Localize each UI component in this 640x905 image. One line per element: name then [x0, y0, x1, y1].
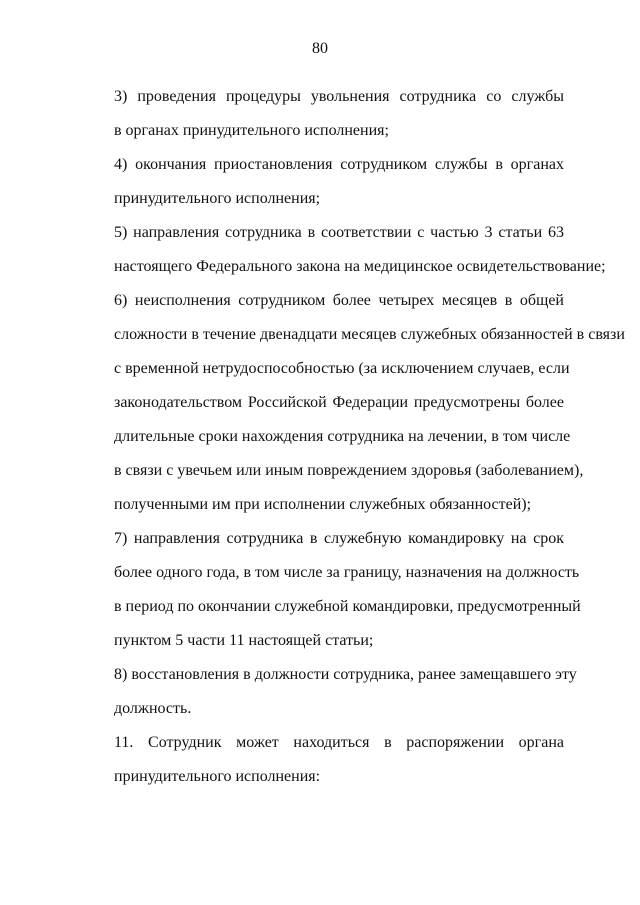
- text-line: полученными им при исполнении служебных обязанностей);: [114, 496, 532, 513]
- paragraph-item-7: [74, 522, 581, 658]
- paragraph-section-11: [74, 726, 564, 794]
- text-line: законодательством Российской Федерации предусмотрены более: [114, 394, 564, 411]
- text-line: длительные сроки нахождения сотрудника на лечении, в том числе: [114, 428, 571, 445]
- text-line: 8) восстановления в должности сотрудника, ранее замещавшего эту: [114, 666, 577, 683]
- paragraph-item-3: [74, 80, 564, 148]
- paragraph-item-5: [74, 216, 606, 284]
- text-line: пунктом 5 части 11 настоящей статьи;: [114, 632, 374, 649]
- text-line: в связи с увечьем или иным повреждением здоровья (заболеванием),: [114, 462, 584, 479]
- paragraph-item-4: [74, 148, 564, 216]
- text-line: 7) направления сотрудника в служебную командировку на срок: [114, 530, 564, 547]
- text-line: 4) окончания приостановления сотрудником службы в органах: [114, 156, 564, 173]
- document-body: [74, 80, 625, 794]
- text-line: настоящего Федерального закона на медицинское освидетельствование;: [114, 258, 606, 275]
- text-line: 3) проведения процедуры увольнения сотрудника со службы: [114, 88, 564, 105]
- text-line: с временной нетрудоспособностью (за исключением случаев, если: [114, 360, 570, 377]
- text-line: 11. Сотрудник может находиться в распоряжении органа: [114, 734, 564, 751]
- text-line: должность.: [114, 700, 192, 717]
- paragraph-item-6: [74, 284, 625, 522]
- text-line: сложности в течение двенадцати месяцев служебных обязанностей в связи: [114, 326, 625, 343]
- page-number: 80: [312, 40, 328, 57]
- text-line: 5) направления сотрудника в соответствии с частью 3 статьи 63: [114, 224, 564, 241]
- text-line: в период по окончании служебной командировки, предусмотренный: [114, 598, 581, 615]
- paragraph-item-8: [74, 658, 577, 726]
- text-line: принудительного исполнения;: [114, 190, 321, 207]
- text-line: более одного года, в том числе за границу, назначения на должность: [114, 564, 580, 581]
- text-line: принудительного исполнения:: [114, 768, 321, 785]
- text-line: 6) неисполнения сотрудником более четырех месяцев в общей: [114, 292, 564, 309]
- text-line: в органах принудительного исполнения;: [114, 122, 389, 139]
